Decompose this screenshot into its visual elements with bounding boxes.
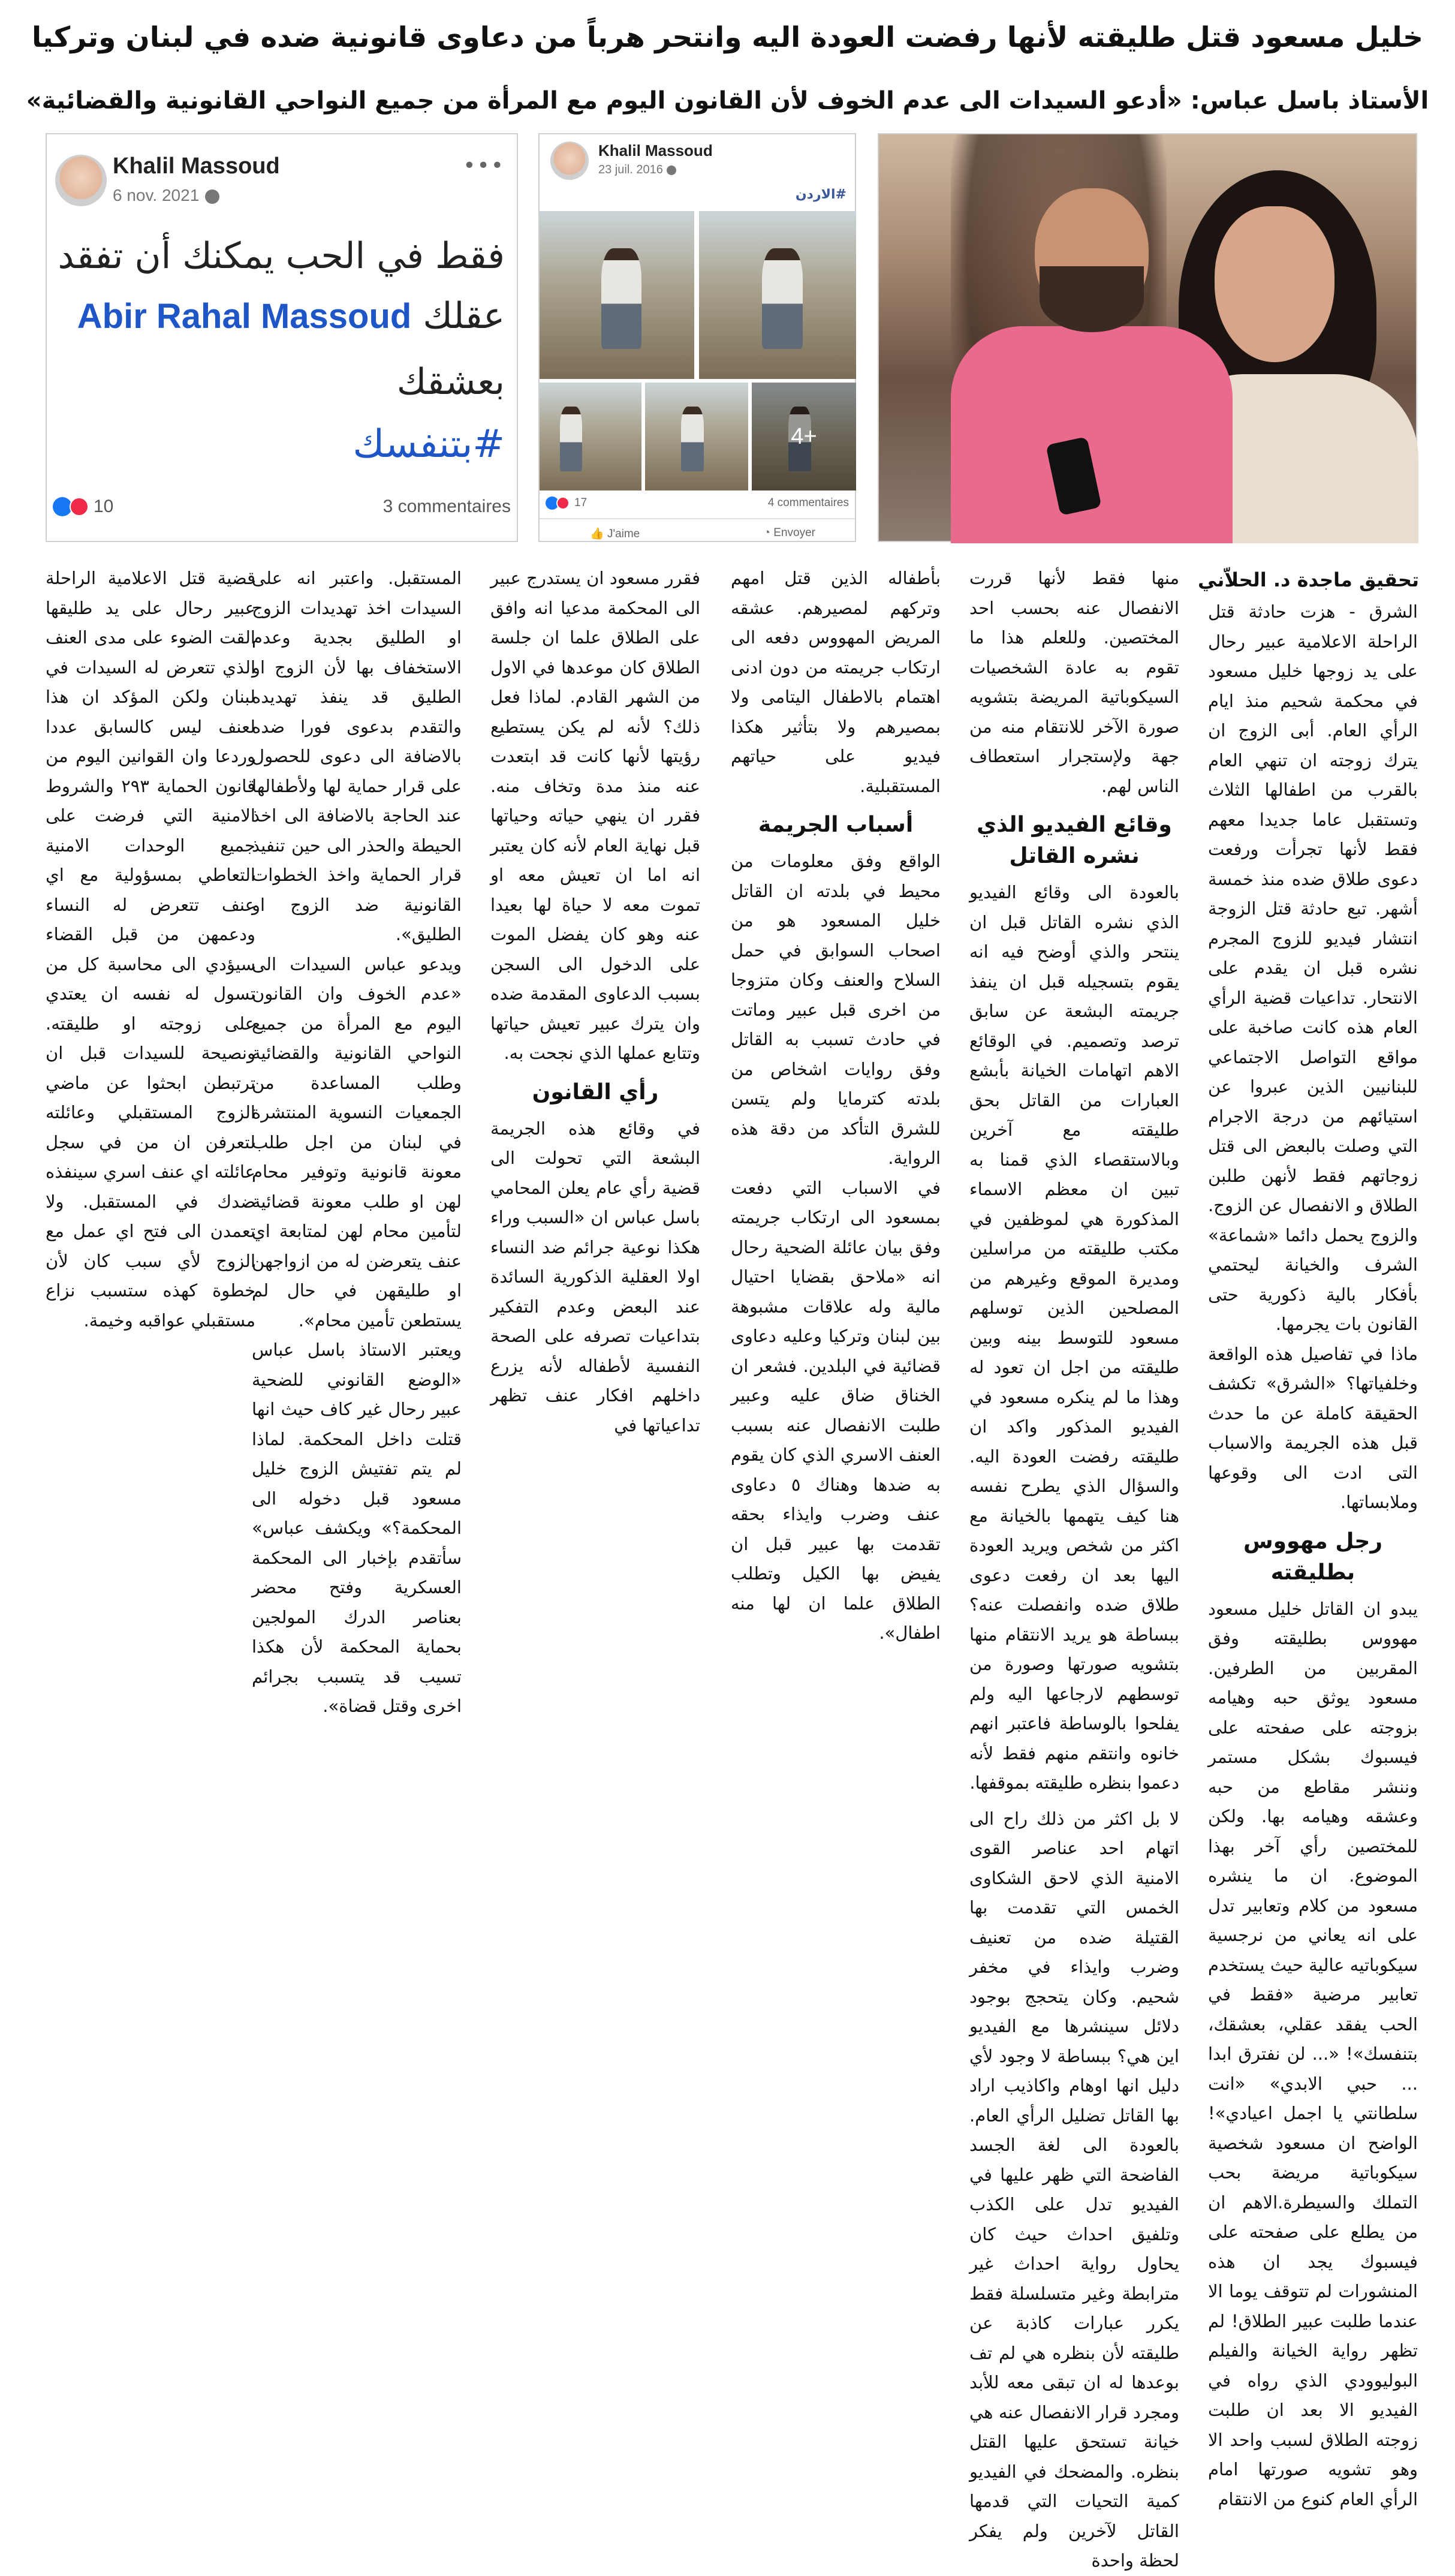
post-photo (645, 383, 748, 490)
paragraph: ويدعو عباس السيدات الى «عدم الخوف وان القانون اليوم مع المرأة من جميع النواحي القانونية والقضائية وطلب المساعدة من الجمعيات النسوية المنتشرة في لبنان من اجل طلب معونة قانونية وتوفير محام لهن او طلب معونة قضائية لتأمين محام لهن لمتابعة اي عنف يتعرضن له من ازواجهن او طليقهن في حال لم يستطعن تأمين محام». (252, 953, 462, 1331)
facebook-post-photos (538, 133, 856, 542)
messenger-icon: ◔ (763, 526, 774, 539)
globe-icon (667, 165, 676, 175)
section-heading: وقائع الفيديو الذي نشره القاتل (977, 812, 1172, 868)
post-date: 6 nov. 2021 (113, 186, 219, 205)
reaction-row (540, 496, 855, 516)
post-date: 23 juil. 2016 (598, 163, 676, 177)
avatar (550, 142, 589, 180)
facebook-post-text (46, 133, 518, 542)
like-button: 👍 J'aime (590, 528, 640, 540)
paragraph: المستقبل. واعتبر انه على السيدات اخذ تهديدات الزوج او الطليق بجدية وعدم الاستخفاف بها لأن الزوج او الطليق قد ينفذ تهديده والتقدم بدعوى فورا ضده بالاضافة الى دعوى للحصول على قرار حماية لها ولأطفالها عند الحاجة بالاضافة الى اخذ الحيطة والحذر الى حين تنفيذ قرار الحماية واخذ الخطوات القانونية ضد الزوج او الطليق». (252, 568, 462, 944)
paragraph: الشرق - هزت حادثة قتل الراحلة الاعلامية عبير رحال على يد زوجها خليل مسعود في محكمة شحيم منذ ايام الرأي العام. أبى الزوج ان يترك زوجته ان تنهي العام بالقرب من اطفالها الثلاث وتستقبل عاما جديدا معهم فقط لأنها تجرأت ورفعت دعوى طلاق ضده منذ خمسة أشهر. تبع حادثة قتل الزوجة انتشار فيديو للزوج المجرم نشره قبل ان يقدم على الانتحار. تداعيات قضية الرأي العام هذه كانت صاخبة على مواقع التواصل الاجتماعي للبنانيين الذين عبروا عن استيائهم من درجة الاجرام التي وصلت بالبعض الى قتل زوجاتهم فقط لأنهن طلبن الطلاق و الانفصال عن الزوج. والزوج يحمل دائما «شماعة» الشرف والخيانة ليحتمي بأفكار بالية ذكورية حتى القانون بات يجرمها. (1208, 601, 1418, 1334)
paragraph: يبدو ان القاتل خليل مسعود مهووس بطليقته وفق المقربين من الطرفين. مسعود يوثق حبه وهيامه بزوجته على صفحته على فيسبوك بشكل مستمر وننشر مقاطع من حبه وعشقه وهيامه بها. ولكن للمختصين رأي آخر بهذا الموضوع. ان ما ينشره مسعود من كلام وتعابير تدل على انه يعاني من نرجسية سيكوباتيه عالية حيث يستخدم تعابير مرضية «فقط في الحب يفقد عقلي، بعشقك، بتنفسك»! «... لن نفترق ابدا ... حبي الابدي» «انت سلطانتي يا اجمل اعيادي»! الواضح ان مسعود شخصية سيكوباتية مريضة بحب التملك والسيطرة.الاهم ان من يطلع على صفحته على فيسبوك يجد ان هذه المنشورات لم تتوقف يوما الا عندما طلبت عبير الطلاق! لم تظهر رواية الخيانة والفيلم البوليوودي الذي رواه في الفيديو الا بعد ان طلبت زوجته الطلاق لسبب واحد الا وهو تشويه صورتها امام الرأي العام كنوع من الانتقام (1208, 1598, 1418, 2509)
thumbs-up-icon: 👍 (590, 528, 607, 540)
avatar (55, 155, 107, 206)
paragraph: في وقائع هذه الجريمة البشعة التي تحولت الى قضية رأي عام يعلن المحامي باسل عباس ان «السبب وراء هكذا نوعية جرائم ضد النساء اولا العقلية الذكورية السائدة عند البعض وعدم التفكير بتداعيات تصرفه على الصحة النفسية لأطفاله لأنه يزرع داخلهم افكار عنف تظهر تداعياتها في (490, 1118, 700, 1436)
reaction-row (47, 496, 517, 526)
article-column (252, 564, 462, 1716)
reaction-count: 17 (574, 496, 588, 509)
more-photos-overlay: +4 (752, 383, 856, 490)
love-reaction-icon (556, 496, 570, 510)
more-options-icon: ••• (463, 154, 505, 178)
paragraph: ماذا في تفاصيل هذه الواقعة وخلفياتها؟ «الشرق» تكشف الحقيقة كاملة عن ما حدث قبل هذه الجريمة والاسباب التى ادت الى وقوعها وملابساتها. (1208, 1343, 1418, 1512)
paragraph: بالعودة الى وقائع الفيديو الذي نشره القاتل قبل ان ينتحر والذي أوضح فيه انه يقوم بتسجيله قبل ان ينفذ جريمته البشعة عن سابق ترصد وتصميم. في الوقائع الاهم اتهامات الخيانة بأبشع العبارات من القاتل بحق طليقته مع آخرين وبالاستقصاء الذي قمنا به تبين ان معظم الاسماء المذكورة هي لموظفين في مكتب طليقته من مراسلين ومديرة الموقع وغيرهم من المصلحين الذين توسلهم مسعود للتوسط بينه وبين طليقته من اجل ان تعود له وهذا ما لم ينكره مسعود في الفيديو المذكور واكد ان طليقته رفضت العودة اليه. والسؤال الذي يطرح نفسه هنا كيف يتهمها بالخيانة مع اكثر من شخص ويريد العودة اليها بعد ان رفعت دعوى طلاق ضده وانفصلت عنه؟ ببساطة هو يريد الانتقام منها بتشويه صورتها وصورة من توسطهم لارجاعها اليه ولم يفلحوا بالوساطة فاعتبر انهم خانوه وانتقم منهم فقط لأنه دعموا بنظره طليقته بموقفها. (969, 882, 1179, 1793)
paragraph: قضية قتل الاعلامية الراحلة عبير رحال على يد طليقها القت الضوء على مدى العنف الذي تتعرض له السيدات في لبنان ولكن المؤكد ان هذا لعنف ليس كالسابق عددا وردعا وان القوانين اليوم من قانون الحماية ٢٩٣ والشروط الامنية التي فرضت على جميع الوحدات الامنية التعاطي بمسؤولية مع اي عنف تتعرض له النساء ودعمهن من قبل القضاء سيؤدي الى محاسبة كل من تسول له نفسه ان يعتدي على زوجته او طليقته. ونصيحة للسيدات قبل ان ترتبطن ابحثوا عن ماضي الزوج المستقبلي وعائلته لتعرفن ان من في سجل عائلته اي عنف اسري سينفذه ضدك في المستقبل. ولا تعمدن الى فتح اي عمل مع الزوج لأي سبب كان لأن خطوة كهذه ستسبب نزاع مستقبلي عواقبه وخيمة. (46, 568, 255, 1331)
paragraph: لا بل اكثر من ذلك راح الى اتهام احد عناصر القوى الامنية الذي لاحق الشكاوى الخمس التي تقدمت بها القتيلة ضده من تعنيف وضرب وايذاء في مخفر شحيم. وكان يتحجج بوجود دلائل سينشرها مع الفيديو اين هي؟ ببساطة لا وجود لأي دليل انها اوهام واكاذيب اراد بها القاتل تضليل الرأي العام. بالعودة الى لغة الجسد الفاضحة التي ظهر عليها في الفيديو تدل على الكذب وتلفيق احداث حيث كان يحاول رواية احداث غير مترابطة وغير متسلسلة فقط يكرر عبارات كاذبة عن طليقته لأن بنظره هي لم تف بوعدها له ان تبقى معه للأبد ومجرد قرار الانفصال عنه هي خيانة تستحق عليها القتل بنظره. والمضحك في الفيديو كمية التحيات التي قدمها القاتل لآخرين ولم يفكر لحظة واحدة (969, 1808, 1179, 2571)
reaction-count: 10 (94, 496, 114, 516)
paragraph: الواقع وفق معلومات من محيط في بلدته ان القاتل خليل المسعود هو من اصحاب السوابق في حمل السلاح والعنف وكان متزوجا من اخرى قبل عبير وماتت في حادث تسبب به القاتل وفق روايات اشخاص من بلدته كترمايا ولم يتسن للشرق التأكد من دقة هذه الرواية. (731, 851, 941, 1168)
section-heading: رأي القانون (532, 1079, 659, 1105)
headline-sub: الأستاذ باسل عباس: «أدعو السيدات الى عدم الخوف لأن القانون اليوم مع المرأة من جميع النواحي القانونية والقضائية» (26, 87, 1429, 115)
byline: تحقيق ماجدة د. الحلاّني (1197, 568, 1419, 591)
section-heading: رجل مهووس بطليقته (1243, 1528, 1382, 1585)
post-mention: Abir Rahal Massoud (77, 297, 412, 336)
post-text-line: فقط في الحب يمكنك أن تفقد (58, 235, 505, 277)
article-column (490, 564, 700, 1637)
post-photo (752, 383, 856, 490)
love-reaction-icon (70, 497, 89, 516)
post-author: Khalil Massoud (598, 142, 713, 160)
post-text-line: عقلك Abir Rahal Massoud (77, 295, 505, 337)
post-photo (540, 383, 641, 490)
paragraph: ويعتبر الاستاذ باسل عباس «الوضع القانوني للضحية عبير رحال غير كاف حيث انها قتلت داخل المحكمة. لماذا لم يتم تفتيش الزوج خليل مسعود قبل دخوله الى المحكمة؟» ويكشف عباس» سأتقدم بإخبار الى المحكمة العسكرية وفتح محضر بعناصر الدرك المولجين بحماية المحكمة لأن هكذا تسيب قد يتسبب بجرائم اخرى وقتل قضاة». (252, 1340, 462, 1716)
comment-count: 3 commentaires (382, 496, 511, 516)
globe-icon (205, 189, 219, 204)
post-photo (699, 211, 856, 379)
article-column (731, 564, 941, 1643)
article-column (969, 564, 1179, 2571)
article-column (1208, 597, 1418, 2509)
article-column (46, 564, 255, 1637)
send-button: ◔ Envoyer (763, 526, 815, 539)
couple-photo (878, 133, 1417, 542)
action-row (540, 518, 855, 544)
paragraph: فقرر مسعود ان يستدرج عبير الى المحكمة مدعيا انه وافق على الطلاق علما ان جلسة الطلاق كان موعدها في الاول من الشهر القادم. لماذا فعل ذلك؟ لأنه لم يكن يستطيع رؤيتها لأنها كانت قد ابتعدت عنه منذ مدة وتخاف منه. فقرر ان ينهي حياته وحياتها قبل نهاية العام لأنه كان يعتبر انه اما ان تعيش معه او تموت معه لا حياة لها بعيدا عنه وهو كان يفضل الموت على الدخول الى السجن بسبب الدعاوى المقدمة ضده وان يترك عبير تعيش حياتها وتتابع عملها الذي نجحت به. (490, 568, 700, 1063)
post-hashtag: #بتنفسك (353, 422, 505, 467)
paragraph: في الاسباب التي دفعت بمسعود الى ارتكاب جريمته وفق بيان عائلة الضحية رحال انه «ملاحق بقضايا احتيال مالية وله علاقات مشبوهة بين لبنان وتركيا وعليه دعاوى قضائية في البلدين. فشعر ان الخناق ضاق عليه وعبير طلبت الانفصال عنه بسبب العنف الاسري الذي كان يقوم به ضدها وهناك ٥ دعاوى عنف وضرب وايذاء بحقه تقدمت بها عبير قبل ان يفيض بها الكيل وتطلب الطلاق علما ان لها منه اطفال». (731, 1177, 941, 1643)
post-hashtag: #الاردن (795, 187, 847, 202)
post-photo (540, 211, 694, 379)
comment-count: 4 commentaires (767, 496, 849, 509)
post-text-line: بعشقك (396, 361, 505, 403)
post-author: Khalil Massoud (113, 154, 280, 179)
headline-main: خليل مسعود قتل طليقته لأنها رفضت العودة اليه وانتحر هرباً من دعاوى قانونية ضده في لبنان وتركيا (32, 21, 1423, 54)
paragraph: منها فقط لأنها قررت الانفصال عنه بحسب احد المختصين. وللعلم هذا ما تقوم به عادة الشخصيات السيكوباتية المريضة بتشويه صورة الآخر للانتقام منه من جهة ولإستجرار استعطاف الناس لهم. (969, 568, 1179, 796)
paragraph: بأطفاله الذين قتل امهم وتركهم لمصيرهم. عشقه المريض المهووس دفعه الى ارتكاب جريمته من دون ادنى اهتمام بالاطفال اليتامى ولا بمصيرهم ولا بتأثير هكذا فيديو على حياتهم المستقبلية. (731, 568, 941, 796)
section-heading: أسباب الجريمة (758, 812, 914, 837)
